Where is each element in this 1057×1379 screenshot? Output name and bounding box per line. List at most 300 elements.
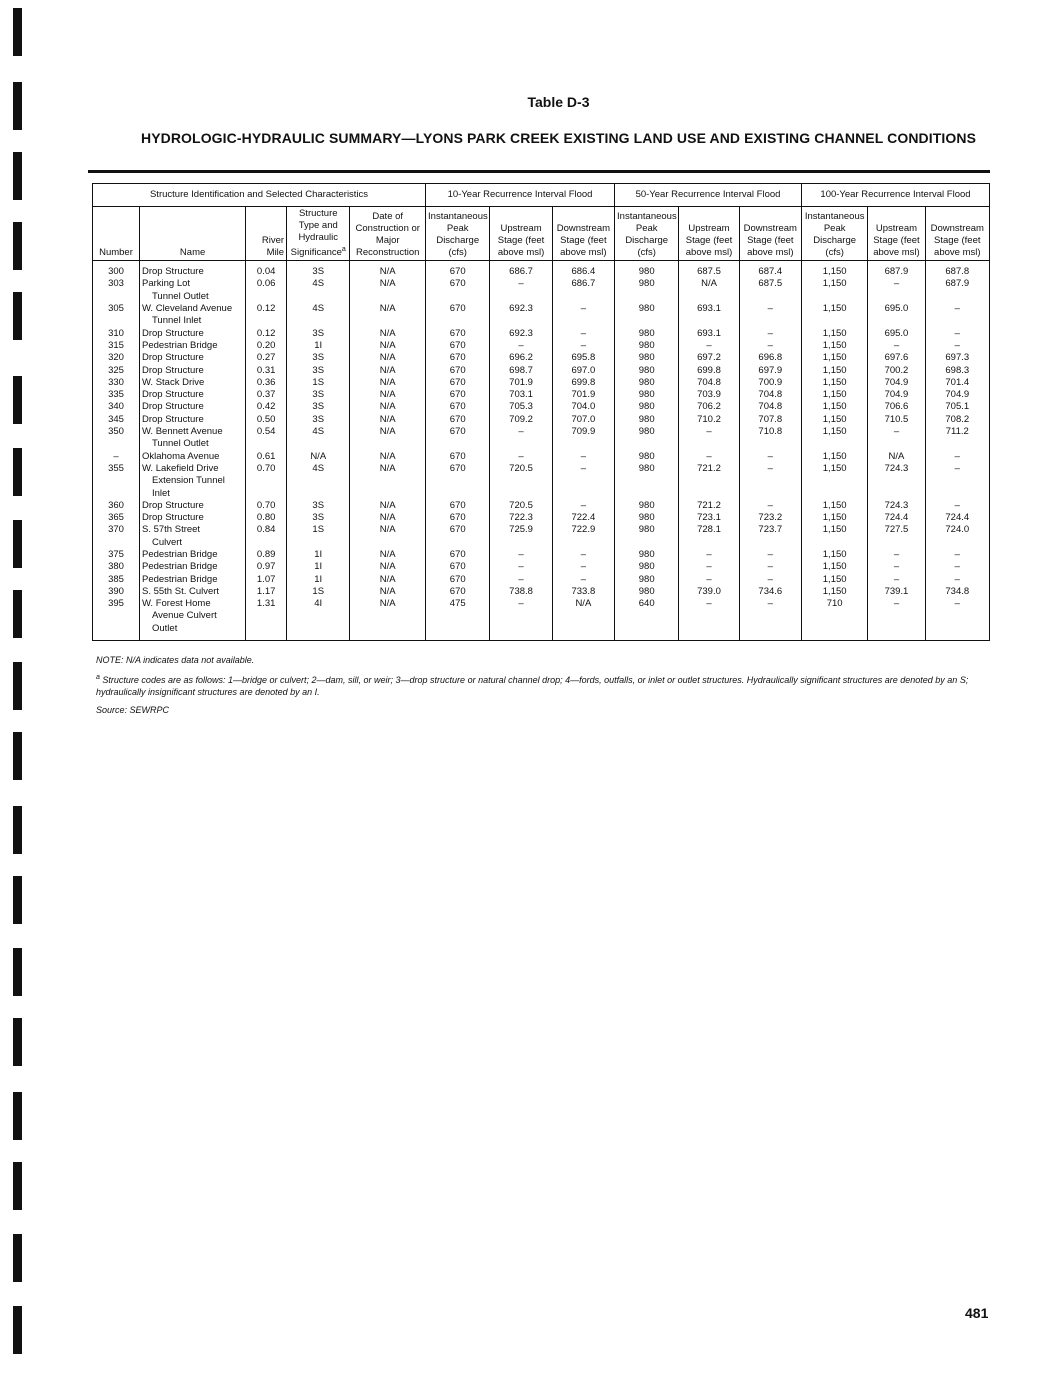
table-row bbox=[93, 524, 990, 549]
col-discharge-10: Instantaneous Peak Discharge (cfs) bbox=[426, 207, 490, 261]
table-row bbox=[93, 340, 990, 352]
cell-downstream-10: – bbox=[552, 340, 614, 352]
cell-upstream-10: 696.2 bbox=[490, 352, 552, 364]
cell-discharge-100: 1,150 bbox=[801, 377, 867, 389]
structure-name: Drop Structure bbox=[141, 401, 204, 413]
cell-upstream-10: 720.5 bbox=[490, 500, 552, 512]
col-discharge-100: Instantaneous Peak Discharge (cfs) bbox=[801, 207, 867, 261]
cell-upstream-100: – bbox=[868, 574, 925, 586]
cell-number: 355 bbox=[93, 463, 140, 500]
cell-discharge-100: 1,150 bbox=[801, 426, 867, 451]
cell-date: N/A bbox=[350, 365, 426, 377]
cell-discharge-100: 1,150 bbox=[801, 574, 867, 586]
cell-structure-type: 1I bbox=[287, 561, 350, 573]
cell-upstream-10: 720.5 bbox=[490, 463, 552, 500]
cell-discharge-50: 640 bbox=[615, 598, 679, 640]
structure-name: Drop Structure bbox=[141, 389, 204, 401]
cell-downstream-100: – bbox=[925, 451, 989, 463]
cell-upstream-50: 710.2 bbox=[679, 414, 739, 426]
cell-upstream-100: – bbox=[868, 278, 925, 303]
cell-structure-type: 4S bbox=[287, 303, 350, 328]
cell-discharge-10: 670 bbox=[426, 463, 490, 500]
cell-structure-type: 4I bbox=[287, 598, 350, 640]
cell-discharge-10: 670 bbox=[426, 389, 490, 401]
cell-upstream-10: – bbox=[490, 451, 552, 463]
cell-number: 320 bbox=[93, 352, 140, 364]
structure-name-continued: Avenue Culvert bbox=[151, 610, 217, 622]
source-note: Source: SEWRPC bbox=[96, 705, 170, 715]
cell-river-mile: 0.42 bbox=[246, 401, 287, 413]
cell-downstream-100: – bbox=[925, 561, 989, 573]
cell-structure-type: 1I bbox=[287, 574, 350, 586]
col-name: Name bbox=[139, 207, 245, 261]
cell-name bbox=[139, 352, 245, 364]
cell-downstream-10: 722.9 bbox=[552, 524, 614, 549]
cell-name bbox=[139, 574, 245, 586]
cell-date: N/A bbox=[350, 303, 426, 328]
cell-downstream-10: 697.0 bbox=[552, 365, 614, 377]
cell-structure-type: 3S bbox=[287, 414, 350, 426]
cell-name bbox=[139, 401, 245, 413]
cell-downstream-100: 724.0 bbox=[925, 524, 989, 549]
cell-discharge-10: 670 bbox=[426, 365, 490, 377]
cell-river-mile: 0.80 bbox=[246, 512, 287, 524]
cell-upstream-50: – bbox=[679, 426, 739, 451]
cell-upstream-10: – bbox=[490, 426, 552, 451]
binding-hole bbox=[13, 662, 22, 710]
cell-discharge-10: 670 bbox=[426, 352, 490, 364]
cell-discharge-10: 670 bbox=[426, 574, 490, 586]
cell-date: N/A bbox=[350, 549, 426, 561]
cell-name bbox=[139, 389, 245, 401]
cell-number: 385 bbox=[93, 574, 140, 586]
cell-river-mile: 0.84 bbox=[246, 524, 287, 549]
cell-discharge-100: 1,150 bbox=[801, 500, 867, 512]
cell-name bbox=[139, 463, 245, 500]
cell-upstream-100: 724.3 bbox=[868, 500, 925, 512]
cell-river-mile: 1.07 bbox=[246, 574, 287, 586]
cell-upstream-50: 721.2 bbox=[679, 463, 739, 500]
cell-downstream-50: 700.9 bbox=[739, 377, 801, 389]
binding-hole bbox=[13, 152, 22, 200]
cell-downstream-50: – bbox=[739, 340, 801, 352]
cell-downstream-100: – bbox=[925, 328, 989, 340]
cell-downstream-50: 704.8 bbox=[739, 389, 801, 401]
cell-upstream-100: 704.9 bbox=[868, 377, 925, 389]
cell-discharge-50: 980 bbox=[615, 365, 679, 377]
cell-discharge-50: 980 bbox=[615, 352, 679, 364]
cell-upstream-100: 695.0 bbox=[868, 303, 925, 328]
table-row bbox=[93, 377, 990, 389]
cell-downstream-50: 707.8 bbox=[739, 414, 801, 426]
cell-discharge-10: 670 bbox=[426, 586, 490, 598]
cell-number: 305 bbox=[93, 303, 140, 328]
cell-upstream-50: – bbox=[679, 549, 739, 561]
cell-date: N/A bbox=[350, 414, 426, 426]
cell-name bbox=[139, 549, 245, 561]
cell-discharge-100: 1,150 bbox=[801, 278, 867, 303]
cell-structure-type: 3S bbox=[287, 500, 350, 512]
cell-date: N/A bbox=[350, 426, 426, 451]
cell-downstream-10: – bbox=[552, 549, 614, 561]
data-table bbox=[92, 183, 990, 641]
cell-discharge-10: 670 bbox=[426, 561, 490, 573]
cell-structure-type: 3S bbox=[287, 365, 350, 377]
cell-downstream-50: 687.4 bbox=[739, 261, 801, 279]
cell-number: 310 bbox=[93, 328, 140, 340]
binding-hole bbox=[13, 806, 22, 854]
binding-hole bbox=[13, 82, 22, 130]
binding-hole bbox=[13, 948, 22, 996]
col-downstream-50: Downstream Stage (feet above msl) bbox=[739, 207, 801, 261]
cell-upstream-50: 723.1 bbox=[679, 512, 739, 524]
cell-date: N/A bbox=[350, 561, 426, 573]
cell-downstream-10: 701.9 bbox=[552, 389, 614, 401]
cell-discharge-50: 980 bbox=[615, 512, 679, 524]
cell-river-mile: 0.06 bbox=[246, 278, 287, 303]
cell-discharge-10: 670 bbox=[426, 549, 490, 561]
cell-number: 360 bbox=[93, 500, 140, 512]
table-body bbox=[93, 261, 990, 641]
cell-downstream-10: 722.4 bbox=[552, 512, 614, 524]
cell-discharge-100: 1,150 bbox=[801, 401, 867, 413]
cell-downstream-10: 704.0 bbox=[552, 401, 614, 413]
cell-river-mile: 0.70 bbox=[246, 500, 287, 512]
cell-upstream-10: 703.1 bbox=[490, 389, 552, 401]
cell-downstream-50: – bbox=[739, 463, 801, 500]
cell-discharge-10: 670 bbox=[426, 303, 490, 328]
cell-discharge-50: 980 bbox=[615, 340, 679, 352]
cell-date: N/A bbox=[350, 463, 426, 500]
cell-number: 340 bbox=[93, 401, 140, 413]
cell-upstream-10: 722.3 bbox=[490, 512, 552, 524]
cell-discharge-10: 670 bbox=[426, 500, 490, 512]
cell-upstream-100: 687.9 bbox=[868, 261, 925, 279]
cell-downstream-50: 696.8 bbox=[739, 352, 801, 364]
cell-discharge-10: 670 bbox=[426, 377, 490, 389]
cell-name bbox=[139, 261, 245, 279]
cell-upstream-50: 728.1 bbox=[679, 524, 739, 549]
cell-upstream-10: 709.2 bbox=[490, 414, 552, 426]
cell-downstream-10: 695.8 bbox=[552, 352, 614, 364]
structure-name: S. 57th Street bbox=[141, 524, 201, 536]
cell-name bbox=[139, 524, 245, 549]
cell-downstream-100: 687.8 bbox=[925, 261, 989, 279]
cell-downstream-10: – bbox=[552, 561, 614, 573]
cell-discharge-10: 670 bbox=[426, 261, 490, 279]
col-upstream-100: Upstream Stage (feet above msl) bbox=[868, 207, 925, 261]
cell-downstream-50: – bbox=[739, 574, 801, 586]
cell-downstream-10: – bbox=[552, 451, 614, 463]
cell-downstream-100: – bbox=[925, 500, 989, 512]
cell-discharge-10: 670 bbox=[426, 328, 490, 340]
cell-discharge-100: 1,150 bbox=[801, 524, 867, 549]
cell-number: 315 bbox=[93, 340, 140, 352]
structure-name: Drop Structure bbox=[141, 413, 204, 425]
structure-name-continued: Outlet bbox=[151, 622, 178, 634]
cell-date: N/A bbox=[350, 352, 426, 364]
cell-river-mile: 0.50 bbox=[246, 414, 287, 426]
cell-downstream-100: 704.9 bbox=[925, 389, 989, 401]
cell-upstream-100: 697.6 bbox=[868, 352, 925, 364]
cell-discharge-50: 980 bbox=[615, 261, 679, 279]
cell-number: 325 bbox=[93, 365, 140, 377]
cell-downstream-50: – bbox=[739, 451, 801, 463]
cell-upstream-100: N/A bbox=[868, 451, 925, 463]
cell-downstream-10: – bbox=[552, 500, 614, 512]
cell-discharge-10: 670 bbox=[426, 426, 490, 451]
cell-discharge-50: 980 bbox=[615, 561, 679, 573]
structure-name-continued: Tunnel Outlet bbox=[151, 290, 209, 302]
cell-downstream-100: 687.9 bbox=[925, 278, 989, 303]
cell-discharge-100: 1,150 bbox=[801, 463, 867, 500]
cell-downstream-10: 699.8 bbox=[552, 377, 614, 389]
cell-river-mile: 0.20 bbox=[246, 340, 287, 352]
table-row bbox=[93, 549, 990, 561]
table-row bbox=[93, 426, 990, 451]
cell-discharge-50: 980 bbox=[615, 377, 679, 389]
cell-structure-type: 3S bbox=[287, 352, 350, 364]
structure-name: W. Stack Drive bbox=[141, 376, 205, 388]
cell-upstream-50: 697.2 bbox=[679, 352, 739, 364]
cell-upstream-50: N/A bbox=[679, 278, 739, 303]
cell-downstream-50: 734.6 bbox=[739, 586, 801, 598]
table-row bbox=[93, 574, 990, 586]
cell-discharge-100: 1,150 bbox=[801, 261, 867, 279]
cell-upstream-50: 699.8 bbox=[679, 365, 739, 377]
table-row bbox=[93, 303, 990, 328]
binding-hole bbox=[13, 1162, 22, 1210]
cell-date: N/A bbox=[350, 524, 426, 549]
cell-discharge-10: 670 bbox=[426, 401, 490, 413]
cell-river-mile: 0.61 bbox=[246, 451, 287, 463]
cell-downstream-10: 707.0 bbox=[552, 414, 614, 426]
cell-upstream-100: – bbox=[868, 426, 925, 451]
note-na: NOTE: N/A indicates data not available. bbox=[96, 655, 255, 665]
cell-downstream-10: 686.4 bbox=[552, 261, 614, 279]
cell-number: 350 bbox=[93, 426, 140, 451]
cell-name bbox=[139, 598, 245, 640]
cell-downstream-50: 697.9 bbox=[739, 365, 801, 377]
structure-name: Pedestrian Bridge bbox=[141, 561, 218, 573]
cell-upstream-100: 695.0 bbox=[868, 328, 925, 340]
cell-number: 303 bbox=[93, 278, 140, 303]
cell-name bbox=[139, 377, 245, 389]
cell-structure-type: 1S bbox=[287, 586, 350, 598]
cell-upstream-100: – bbox=[868, 561, 925, 573]
binding-hole bbox=[13, 520, 22, 568]
cell-downstream-50: 723.7 bbox=[739, 524, 801, 549]
cell-number: 375 bbox=[93, 549, 140, 561]
cell-discharge-50: 980 bbox=[615, 328, 679, 340]
cell-upstream-10: – bbox=[490, 574, 552, 586]
cell-downstream-10: – bbox=[552, 574, 614, 586]
col-structure-type: Structure Type and Hydraulic Significance$^a$ bbox=[287, 207, 350, 261]
cell-discharge-50: 980 bbox=[615, 574, 679, 586]
cell-structure-type: 3S bbox=[287, 512, 350, 524]
cell-upstream-10: 698.7 bbox=[490, 365, 552, 377]
cell-structure-type: 1I bbox=[287, 340, 350, 352]
cell-name bbox=[139, 512, 245, 524]
cell-structure-type: 4S bbox=[287, 463, 350, 500]
cell-discharge-10: 670 bbox=[426, 340, 490, 352]
cell-upstream-50: 721.2 bbox=[679, 500, 739, 512]
cell-downstream-100: 708.2 bbox=[925, 414, 989, 426]
cell-river-mile: 0.31 bbox=[246, 365, 287, 377]
cell-discharge-50: 980 bbox=[615, 524, 679, 549]
cell-river-mile: 0.36 bbox=[246, 377, 287, 389]
cell-date: N/A bbox=[350, 598, 426, 640]
cell-downstream-10: – bbox=[552, 463, 614, 500]
cell-structure-type: N/A bbox=[287, 451, 350, 463]
structure-name-continued: Tunnel Outlet bbox=[151, 438, 209, 450]
cell-downstream-100: 724.4 bbox=[925, 512, 989, 524]
cell-river-mile: 0.12 bbox=[246, 328, 287, 340]
cell-river-mile: 0.12 bbox=[246, 303, 287, 328]
cell-downstream-10: 686.7 bbox=[552, 278, 614, 303]
cell-date: N/A bbox=[350, 340, 426, 352]
cell-name bbox=[139, 414, 245, 426]
cell-upstream-100: 727.5 bbox=[868, 524, 925, 549]
structure-name: Drop Structure bbox=[141, 512, 204, 524]
col-date: Date of Construction or Major Reconstruction bbox=[350, 207, 426, 261]
cell-upstream-50: 739.0 bbox=[679, 586, 739, 598]
structure-name-continued: Inlet bbox=[151, 487, 170, 499]
table-row bbox=[93, 598, 990, 640]
cell-upstream-10: – bbox=[490, 561, 552, 573]
cell-number: – bbox=[93, 451, 140, 463]
cell-upstream-50: 703.9 bbox=[679, 389, 739, 401]
structure-name-continued: Extension Tunnel bbox=[151, 475, 225, 487]
cell-date: N/A bbox=[350, 574, 426, 586]
cell-river-mile: 0.04 bbox=[246, 261, 287, 279]
cell-name bbox=[139, 500, 245, 512]
binding-hole bbox=[13, 448, 22, 496]
cell-name bbox=[139, 278, 245, 303]
cell-downstream-50: 704.8 bbox=[739, 401, 801, 413]
cell-downstream-100: – bbox=[925, 463, 989, 500]
cell-structure-type: 3S bbox=[287, 401, 350, 413]
binding-hole bbox=[13, 222, 22, 270]
footnote: $^a$ Structure codes are as follows: 1—bridge or culvert; 2—dam, sill, or weir; 3—drop structure or natural channel drop; 4—fords, outfalls, or inlet or outlet structures. Hydraulically significant structures are denoted by an S; hydraulically insignificant structures are denoted by an I. bbox=[96, 674, 969, 697]
cell-upstream-50: 706.2 bbox=[679, 401, 739, 413]
cell-river-mile: 0.37 bbox=[246, 389, 287, 401]
notes bbox=[96, 654, 988, 722]
cell-date: N/A bbox=[350, 389, 426, 401]
cell-upstream-100: 724.3 bbox=[868, 463, 925, 500]
cell-upstream-10: 692.3 bbox=[490, 303, 552, 328]
cell-name bbox=[139, 303, 245, 328]
structure-name: Drop Structure bbox=[141, 266, 204, 278]
cell-discharge-100: 710 bbox=[801, 598, 867, 640]
cell-number: 330 bbox=[93, 377, 140, 389]
binding-hole bbox=[13, 1234, 22, 1282]
table-title: HYDROLOGIC-HYDRAULIC SUMMARY—LYONS PARK CREEK EXISTING LAND USE AND EXISTING CHANNEL CONDITIONS bbox=[140, 130, 977, 146]
group-header-50-year: 50-Year Recurrence Interval Flood bbox=[615, 184, 802, 207]
cell-river-mile: 0.70 bbox=[246, 463, 287, 500]
group-header-100-year: 100-Year Recurrence Interval Flood bbox=[801, 184, 989, 207]
cell-discharge-50: 980 bbox=[615, 451, 679, 463]
cell-upstream-10: – bbox=[490, 340, 552, 352]
structure-name-continued: Culvert bbox=[151, 536, 183, 548]
cell-discharge-100: 1,150 bbox=[801, 389, 867, 401]
cell-upstream-10: 686.7 bbox=[490, 261, 552, 279]
cell-upstream-50: 687.5 bbox=[679, 261, 739, 279]
cell-downstream-10: 733.8 bbox=[552, 586, 614, 598]
cell-downstream-50: 710.8 bbox=[739, 426, 801, 451]
cell-discharge-50: 980 bbox=[615, 549, 679, 561]
cell-upstream-10: – bbox=[490, 549, 552, 561]
structure-name: W. Lakefield Drive bbox=[141, 462, 219, 474]
binding-hole bbox=[13, 1306, 22, 1354]
cell-upstream-100: – bbox=[868, 549, 925, 561]
cell-discharge-50: 980 bbox=[615, 303, 679, 328]
cell-name bbox=[139, 340, 245, 352]
cell-structure-type: 1S bbox=[287, 377, 350, 389]
cell-upstream-10: 738.8 bbox=[490, 586, 552, 598]
cell-downstream-100: – bbox=[925, 598, 989, 640]
cell-structure-type: 1S bbox=[287, 524, 350, 549]
cell-name bbox=[139, 561, 245, 573]
cell-date: N/A bbox=[350, 261, 426, 279]
cell-discharge-100: 1,150 bbox=[801, 365, 867, 377]
cell-discharge-50: 980 bbox=[615, 500, 679, 512]
cell-upstream-10: 701.9 bbox=[490, 377, 552, 389]
table-row bbox=[93, 352, 990, 364]
structure-name: Drop Structure bbox=[141, 499, 204, 511]
cell-downstream-100: – bbox=[925, 303, 989, 328]
cell-upstream-50: – bbox=[679, 451, 739, 463]
cell-structure-type: 4S bbox=[287, 278, 350, 303]
cell-upstream-50: – bbox=[679, 598, 739, 640]
table-row bbox=[93, 401, 990, 413]
cell-upstream-50: – bbox=[679, 340, 739, 352]
cell-discharge-10: 670 bbox=[426, 451, 490, 463]
table-row bbox=[93, 451, 990, 463]
cell-downstream-50: 687.5 bbox=[739, 278, 801, 303]
cell-upstream-100: 724.4 bbox=[868, 512, 925, 524]
binding-hole bbox=[13, 590, 22, 638]
structure-name: Pedestrian Bridge bbox=[141, 573, 218, 585]
table-row bbox=[93, 414, 990, 426]
cell-discharge-100: 1,150 bbox=[801, 586, 867, 598]
cell-discharge-100: 1,150 bbox=[801, 328, 867, 340]
structure-name: W. Cleveland Avenue bbox=[141, 303, 233, 315]
cell-downstream-50: – bbox=[739, 598, 801, 640]
structure-name: W. Forest Home bbox=[141, 598, 211, 610]
table-row bbox=[93, 463, 990, 500]
cell-name bbox=[139, 586, 245, 598]
cell-upstream-100: – bbox=[868, 598, 925, 640]
cell-name bbox=[139, 451, 245, 463]
structure-name: Pedestrian Bridge bbox=[141, 339, 218, 351]
binding-hole bbox=[13, 376, 22, 424]
structure-name: S. 55th St. Culvert bbox=[141, 585, 220, 597]
binding-hole bbox=[13, 8, 22, 56]
cell-downstream-10: 709.9 bbox=[552, 426, 614, 451]
cell-number: 335 bbox=[93, 389, 140, 401]
group-header-structure: Structure Identification and Selected Characteristics bbox=[93, 184, 426, 207]
cell-discharge-50: 980 bbox=[615, 278, 679, 303]
table-row bbox=[93, 512, 990, 524]
cell-date: N/A bbox=[350, 328, 426, 340]
binding-hole bbox=[13, 1018, 22, 1066]
table-row bbox=[93, 328, 990, 340]
cell-downstream-100: 734.8 bbox=[925, 586, 989, 598]
table-row bbox=[93, 500, 990, 512]
cell-river-mile: 0.89 bbox=[246, 549, 287, 561]
col-discharge-50: Instantaneous Peak Discharge (cfs) bbox=[615, 207, 679, 261]
